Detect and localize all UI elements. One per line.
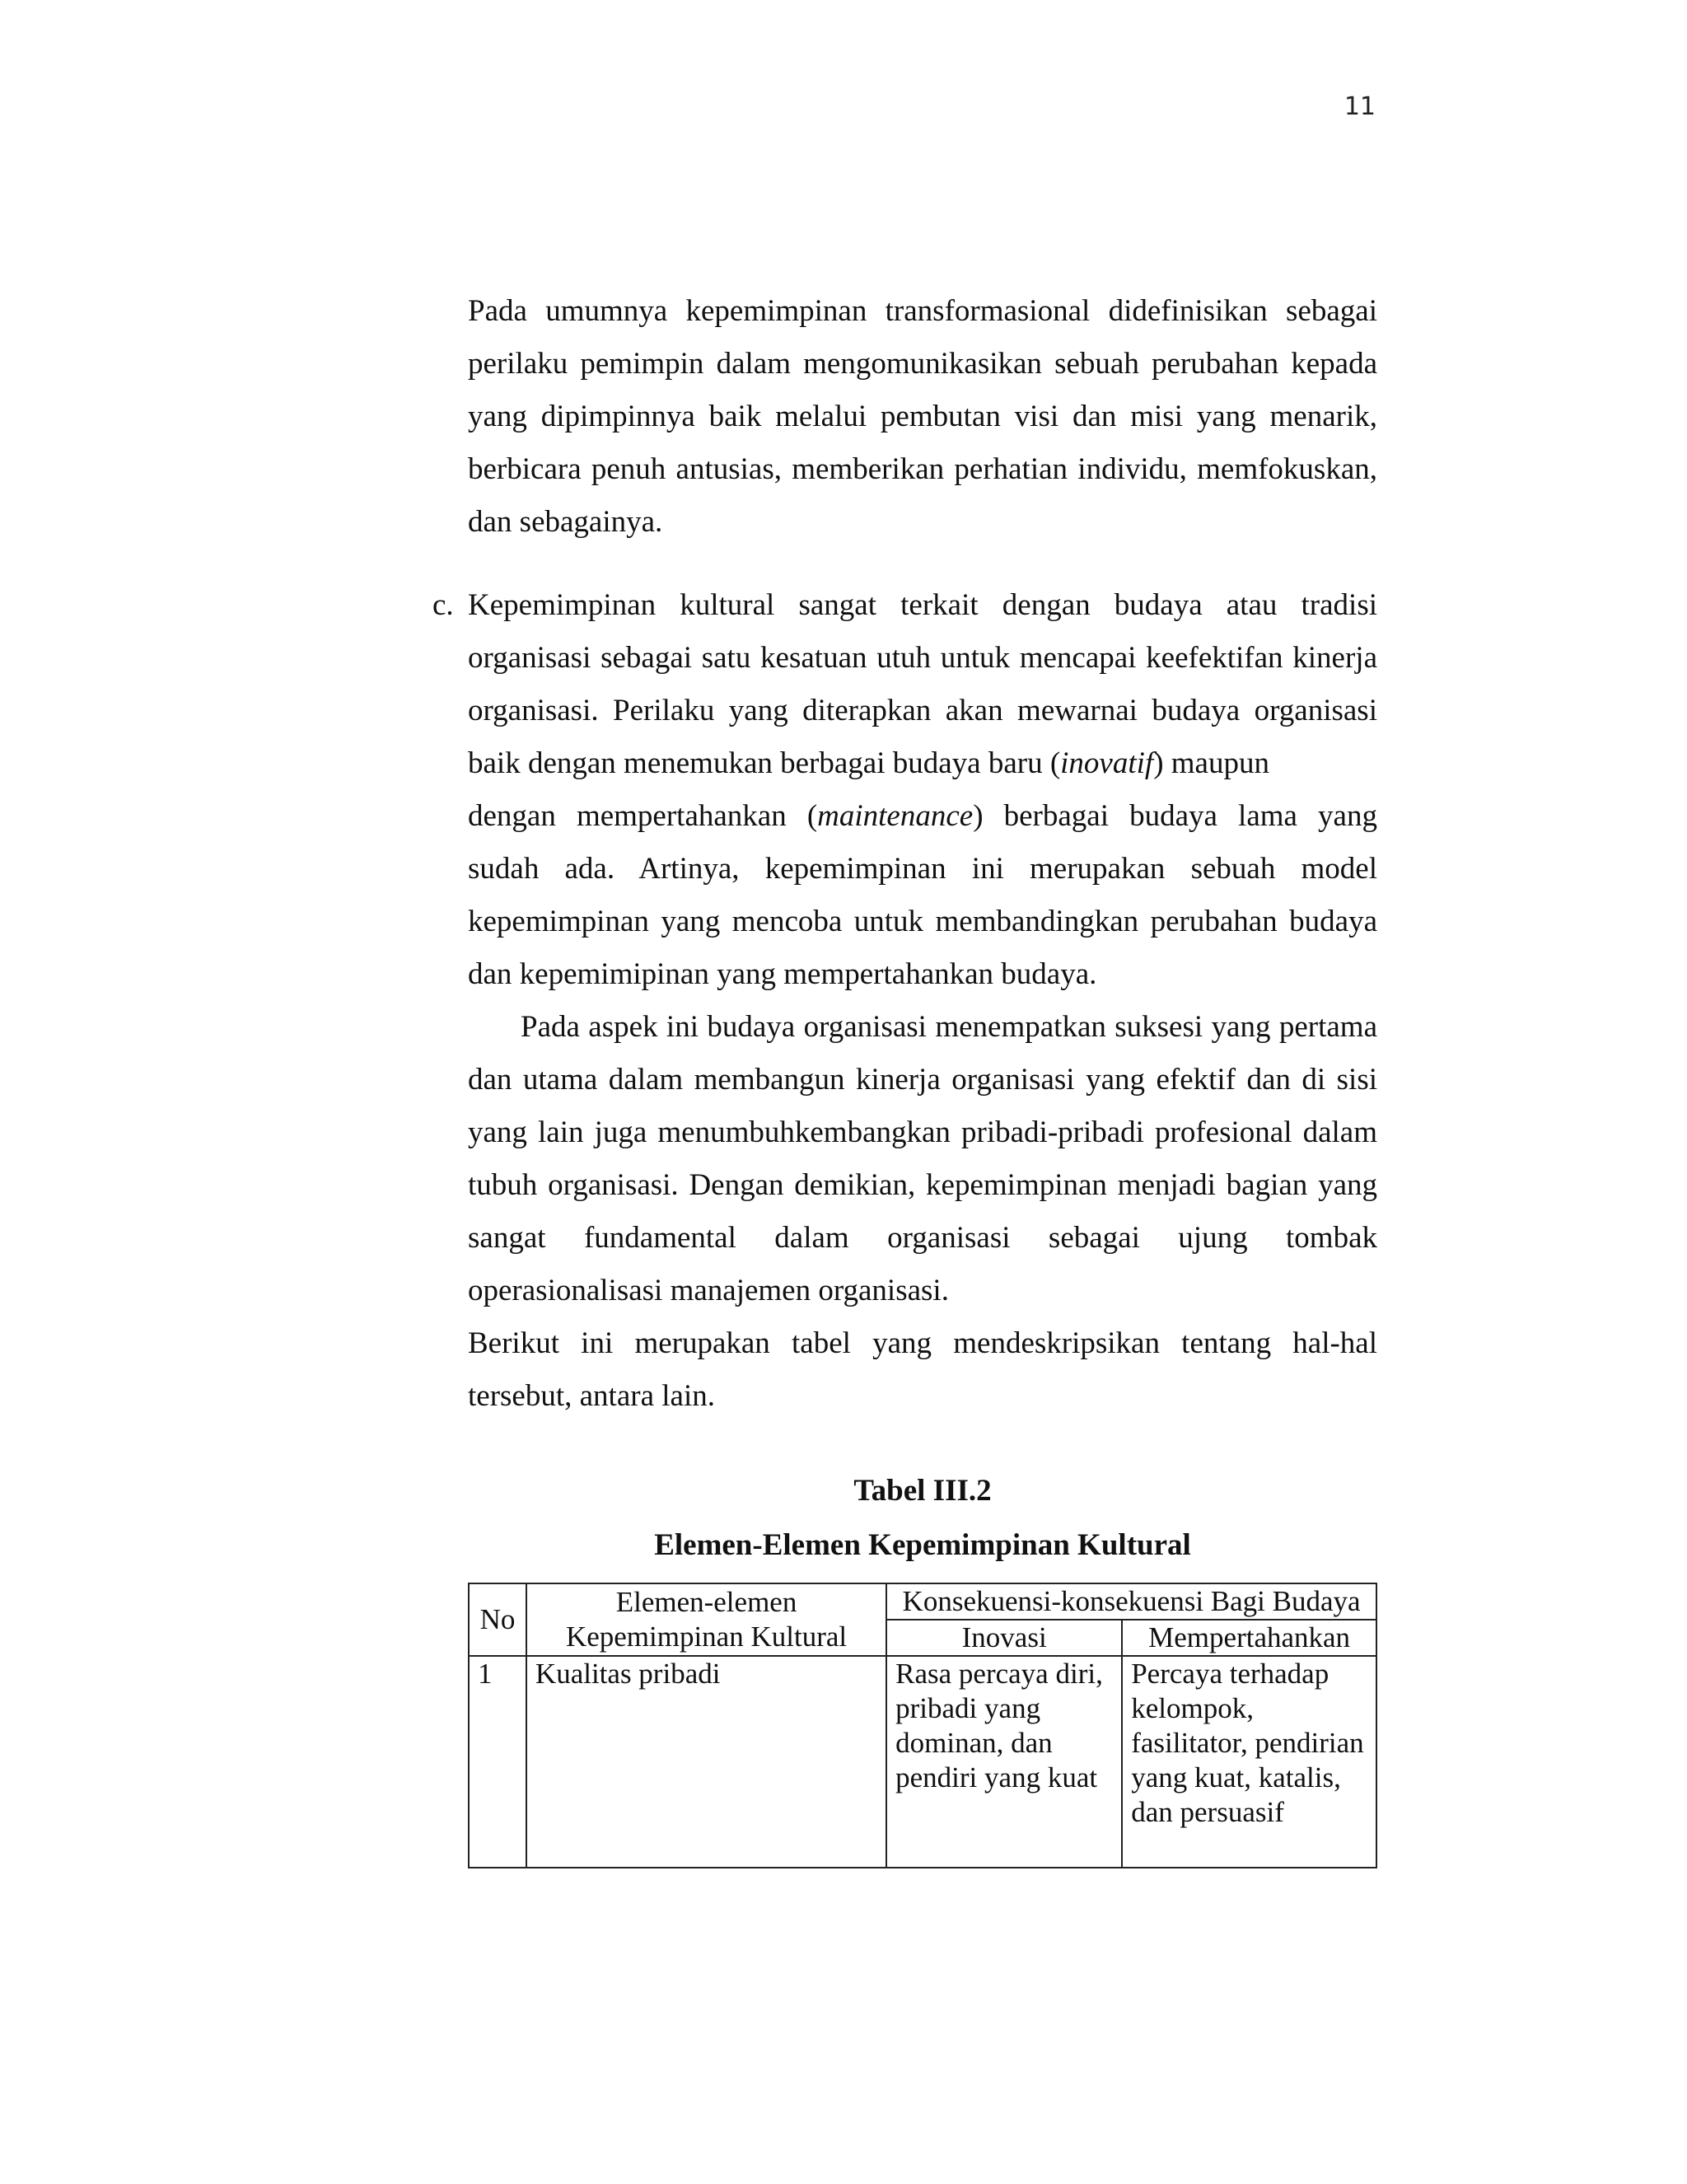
intro-paragraph [468,285,1377,549]
paragraph-c2: Pada aspek ini budaya organisasi menempatkan suksesi yang pertama dan utama dalam membangun kinerja organisasi yang efektif dan di sisi yang lain juga menumbuhkembangkan pribadi-pribadi profesional dalam tubuh organisasi. Dengan demikian, kepemimpinan menjadi bagian yang sangat fundamental dalam organisasi sebagai ujung tombak operasionalisasi manajemen organisasi. [468,1010,1377,1307]
table-row [469,1656,1376,1868]
paragraph-c1 [468,579,1377,1001]
cell-maintain: Percaya terhadap kelompok, fasilitator, pendirian yang kuat, katalis, dan persuasif [1122,1656,1376,1868]
page-number: 11 [1344,92,1376,121]
italic-term-inovatif: inovatif [1060,746,1154,780]
text-run: ) maupun [1153,746,1269,780]
header-maintain: Mempertahankan [1122,1620,1376,1656]
table-caption-number: Tabel III.2 [853,1474,992,1508]
cultural-leadership-table [468,1583,1377,1868]
header-no: No [469,1583,526,1656]
text-run: dengan mempertahankan ( [468,799,818,833]
italic-term-maintenance: maintenance [817,799,974,833]
paragraph-c3: Berikut ini merupakan tabel yang mendeskripsikan tentang hal-hal tersebut, antara lain. [468,1326,1377,1413]
list-item-c [432,579,1377,1423]
table-header-row [469,1583,1376,1620]
header-consequences: Konsekuensi-konsekuensi Bagi Budaya [886,1583,1376,1620]
header-innovation: Inovasi [886,1620,1122,1656]
text-run: Kepemimpinan kultural sangat terkait dengan budaya atau tradisi organisasi sebagai satu kesatuan utuh untuk mencapai keefektifan kinerja organisasi. Perilaku yang diterapkan akan mewarnai budaya organisasi baik dengan menemukan berbagai budaya baru ( [468,588,1377,780]
cell-element: Kualitas pribadi [526,1656,886,1868]
table-caption-title: Elemen-Elemen Kepemimpinan Kultural [654,1528,1191,1562]
header-elements: Elemen-elemen Kepemimpinan Kultural [526,1583,886,1656]
list-item-content [468,579,1377,1423]
list-marker: c. [432,588,454,622]
cell-no: 1 [469,1656,526,1868]
intro-paragraph-text: Pada umumnya kepemimpinan transformasional didefinisikan sebagai perilaku pemimpin dalam mengomunikasikan sebuah perubahan kepada yang dipimpinnya baik melalui pembutan visi dan misi yang menarik, berbicara penuh antusias, memberikan perhatian individu, memfokuskan, dan sebagainya. [468,294,1377,539]
text-run: ) berbagai budaya lama yang sudah ada. Artinya, kepemimpinan ini merupakan sebuah model kepemimpinan yang mencoba untuk membandingkan perubahan budaya dan kepemimipinan yang mempertahankan budaya. [468,799,1377,991]
cell-innovation: Rasa percaya diri, pribadi yang dominan, dan pendiri yang kuat [886,1656,1122,1868]
